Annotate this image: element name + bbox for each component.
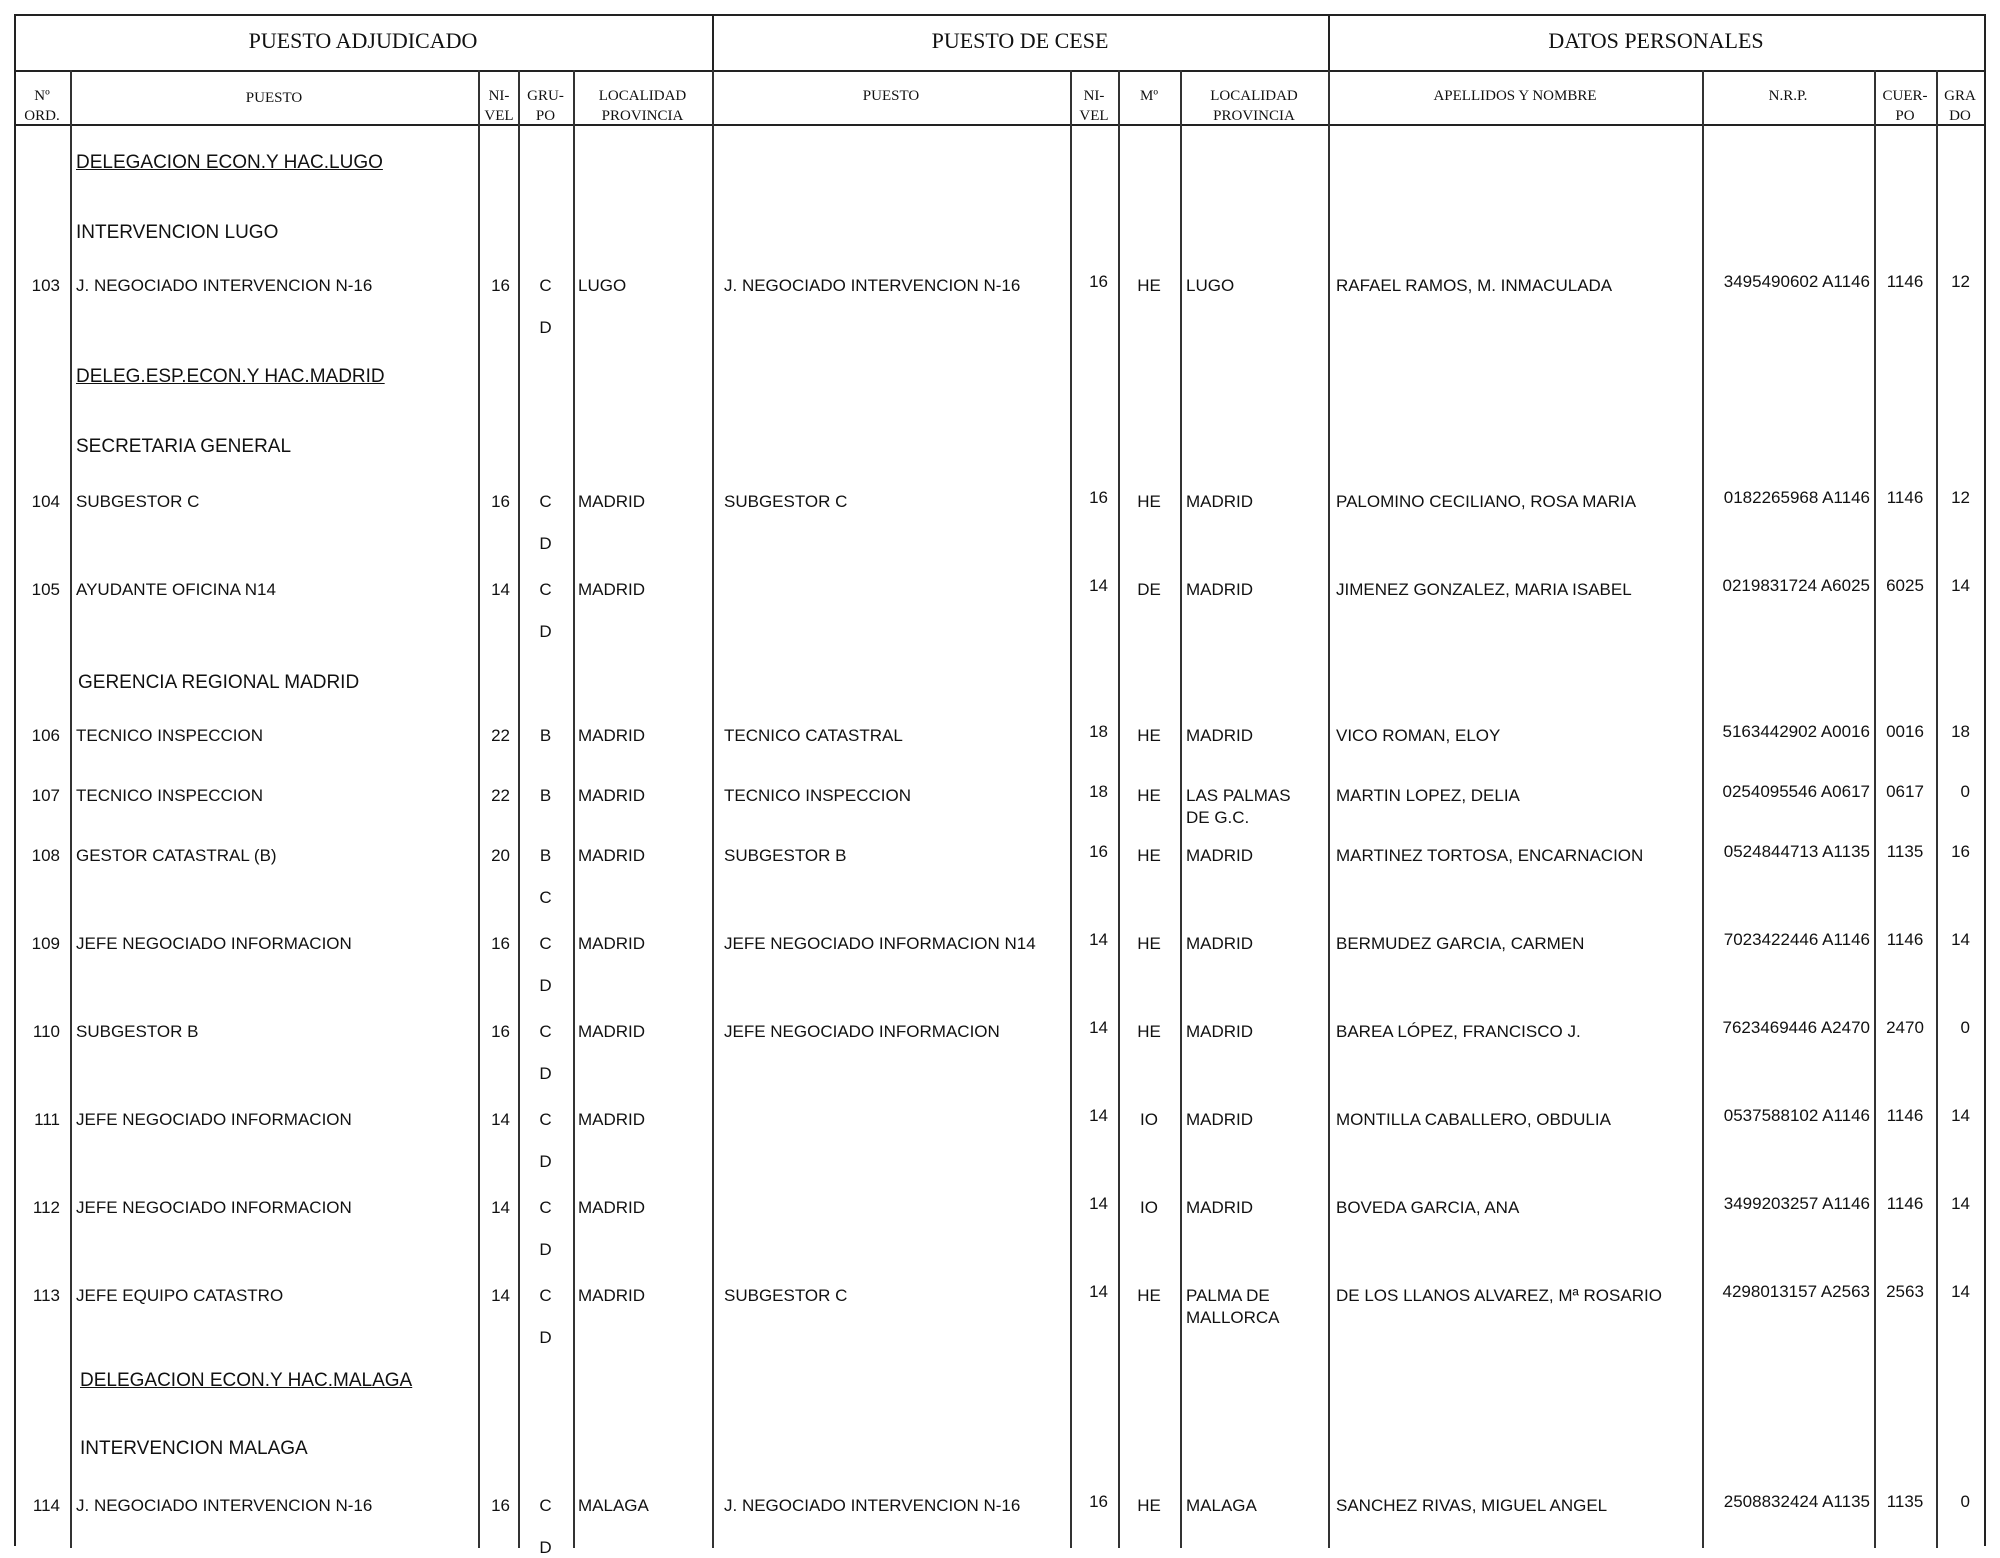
cell-nrp: 3499203257 A1146 [1723,1194,1870,1213]
cell-grupo1: C [539,934,552,953]
cell-nombre: RAFAEL RAMOS, M. INMACULADA [1336,276,1613,295]
cell-localidad: LUGO [578,276,627,295]
cell-ord: 114 [32,1496,60,1515]
cell-grupo2: D [539,1240,552,1259]
cell-puesto: J. NEGOCIADO INTERVENCION N-16 [76,276,373,295]
cell-puesto: TECNICO INSPECCION [76,786,264,805]
cell-localidad: MADRID [578,1110,646,1129]
colhead-grado-l1: GRA [1944,88,1976,104]
cell-loc-cese2: MALLORCA [1186,1308,1280,1327]
cell-ord: 106 [31,726,60,745]
cell-grupo1: B [539,726,552,745]
colhead-localidad [573,86,712,126]
cell-loc-cese1: MADRID [1186,1022,1254,1041]
cell-cuerpo: 6025 [1886,576,1924,595]
cell-puesto-cese: JEFE NEGOCIADO INFORMACION N14 [724,934,1036,953]
cell-nrp: 7023422446 A1146 [1723,930,1870,949]
cell-min: HE [1137,846,1161,865]
cell-grupo2: D [539,1538,552,1557]
cell-grupo2: D [539,976,552,995]
section-title-adjudicado: PUESTO ADJUDICADO [248,28,478,53]
unit-heading: SECRETARIA GENERAL [76,436,292,457]
colhead-cuerpo-l2: PO [1895,108,1915,124]
cell-grupo2: D [539,622,552,641]
colhead-nivel-cese [1070,86,1118,126]
cell-nombre: BAREA LÓPEZ, FRANCISCO J. [1336,1022,1581,1041]
col-line-grupo [573,70,575,1548]
col-line-localidad [712,70,714,1548]
col-line-cuerpo [1936,70,1938,1548]
cell-grupo1: C [539,1022,552,1041]
cell-ord: 108 [31,846,60,865]
colhead-puesto-cese: PUESTO [862,88,920,104]
cell-puesto: TECNICO INSPECCION [76,726,264,745]
cell-puesto: JEFE NEGOCIADO INFORMACION [76,1110,352,1129]
cell-grupo1: C [539,580,552,599]
cell-grado: 16 [1951,842,1970,861]
unit-heading: INTERVENCION LUGO [76,222,279,243]
cell-min: HE [1137,492,1161,511]
colhead-cuerpo [1874,86,1936,126]
cell-loc-cese1: PALMA DE [1186,1286,1270,1305]
cell-cuerpo: 1135 [1886,1492,1924,1511]
cell-grupo1: B [539,786,552,805]
cell-grado: 12 [1951,488,1970,507]
colhead-cuerpo-l1: CUER- [1882,88,1928,104]
cell-grado: 14 [1951,1194,1970,1213]
cell-min: HE [1137,276,1161,295]
unit-heading: GERENCIA REGIONAL MADRID [78,672,360,693]
cell-nrp: 0524844713 A1135 [1723,842,1870,861]
colhead-nrp: N.R.P. [1768,88,1808,104]
colhead-localidad-l2: PROVINCIA [601,108,684,124]
cell-loc-cese1: MADRID [1186,1110,1254,1129]
cell-localidad: MADRID [578,934,646,953]
cell-grado: 14 [1951,1106,1970,1125]
cell-nivel-cese: 16 [1089,842,1108,861]
cell-grupo1: C [539,1496,552,1515]
cell-nivel-cese: 14 [1089,1106,1108,1125]
cell-nombre: BOVEDA GARCIA, ANA [1336,1198,1520,1217]
cell-puesto-cese: TECNICO CATASTRAL [724,726,903,745]
section-heading: DELEGACION ECON.Y HAC.LUGO [76,152,383,173]
cell-nombre: MARTINEZ TORTOSA, ENCARNACION [1336,846,1644,865]
section-title-cese: PUESTO DE CESE [931,28,1109,53]
cell-cuerpo: 0016 [1886,722,1924,741]
section-title-datos: DATOS PERSONALES [1548,28,1764,53]
cell-loc-cese1: MADRID [1186,580,1254,599]
cell-puesto-cese: SUBGESTOR C [724,492,848,511]
cell-nrp: 5163442902 A0016 [1722,722,1870,741]
cell-grado: 12 [1951,272,1970,291]
colhead-apellidos: APELLIDOS Y NOMBRE [1433,88,1597,104]
cell-puesto-cese: J. NEGOCIADO INTERVENCION N-16 [724,1496,1021,1515]
cell-ord: 112 [32,1198,60,1217]
cell-nrp: 0182265968 A1146 [1723,488,1870,507]
cell-puesto-cese: J. NEGOCIADO INTERVENCION N-16 [724,276,1021,295]
cell-nivel-cese: 14 [1089,930,1108,949]
cell-min: IO [1140,1198,1158,1217]
cell-grupo1: C [539,276,552,295]
cell-nrp: 7623469446 A2470 [1722,1018,1870,1037]
cell-nivel: 16 [491,1022,510,1041]
cell-grado: 14 [1951,576,1970,595]
cell-nivel-cese: 14 [1089,1194,1108,1213]
cell-cuerpo: 1146 [1886,930,1924,949]
cell-nrp: 0219831724 A6025 [1722,576,1870,595]
colhead-nivel [478,86,520,126]
colhead-puesto: PUESTO [245,90,303,106]
cell-nivel-cese: 14 [1089,576,1108,595]
cell-min: HE [1137,1022,1161,1041]
colhead-ord [14,86,70,126]
cell-localidad: MADRID [578,786,646,805]
cell-puesto: JEFE NEGOCIADO INFORMACION [76,934,352,953]
cell-grado: 0 [1960,1492,1970,1511]
colhead-nivel-cese-l1: NI- [1083,88,1105,104]
cell-grupo1: C [539,1110,552,1129]
cell-nivel-cese: 18 [1089,722,1108,741]
cell-nivel: 16 [491,934,510,953]
cell-localidad: MADRID [578,1022,646,1041]
cell-ord: 105 [31,580,60,599]
cell-grupo1: C [539,1286,552,1305]
cell-nivel: 22 [491,726,510,745]
col-line-nombre [1702,70,1704,1548]
cell-localidad: MADRID [578,846,646,865]
cell-nrp: 2508832424 A1135 [1723,1492,1870,1511]
cell-cuerpo: 1146 [1886,488,1924,507]
cell-grupo2: C [539,888,552,907]
colhead-localidad-l1: LOCALIDAD [598,88,687,104]
cell-cuerpo: 2470 [1886,1018,1924,1037]
cell-min: HE [1137,786,1161,805]
cell-loc-cese1: MADRID [1186,1198,1254,1217]
cell-puesto-cese: SUBGESTOR B [724,846,847,865]
colhead-ord-l2: ORD. [24,108,60,124]
cell-grado: 18 [1951,722,1970,741]
colhead-ministerio: Mº [1140,88,1158,104]
cell-nivel: 14 [491,1110,510,1129]
cell-nombre: MONTILLA CABALLERO, OBDULIA [1336,1110,1611,1129]
cell-min: HE [1137,726,1161,745]
cell-localidad: MALAGA [578,1496,649,1515]
cell-puesto: SUBGESTOR C [76,492,200,511]
cell-ord: 109 [31,934,60,953]
cell-nombre: BERMUDEZ GARCIA, CARMEN [1336,934,1585,953]
colhead-grupo [518,86,573,126]
col-line-ord [70,70,72,1548]
cell-loc-cese1: MADRID [1186,726,1254,745]
cell-nivel: 22 [491,786,510,805]
cell-nrp: 0537588102 A1146 [1723,1106,1870,1125]
cell-ord: 110 [32,1022,60,1041]
colhead-grado-l2: DO [1949,108,1971,124]
cell-puesto-cese: TECNICO INSPECCION [724,786,912,805]
colhead-grupo-l2: PO [535,108,556,124]
cell-cuerpo: 1135 [1886,842,1924,861]
cell-ord: 103 [31,276,60,295]
cell-puesto: SUBGESTOR B [76,1022,199,1041]
cell-grado: 0 [1960,1018,1970,1037]
cell-grado: 14 [1951,930,1970,949]
colhead-grupo-l1: GRU- [527,88,564,104]
cell-grupo2: D [539,1328,552,1347]
cell-nrp: 4298013157 A2563 [1722,1282,1870,1301]
colhead-nivel-cese-l2: VEL [1079,108,1109,124]
colhead-localidad-cese [1180,86,1328,126]
cell-ord: 104 [31,492,60,511]
cell-grupo1: C [539,492,552,511]
cell-nivel: 16 [491,492,510,511]
col-line-nrp [1874,70,1876,1548]
cell-localidad: MADRID [578,1286,646,1305]
cell-loc-cese1: MALAGA [1186,1496,1257,1515]
cell-nrp: 0254095546 A0617 [1722,782,1870,801]
cell-grupo2: D [539,534,552,553]
section-heading: DELEG.ESP.ECON.Y HAC.MADRID [76,366,385,387]
cell-grupo1: C [539,1198,552,1217]
cell-nivel-cese: 18 [1089,782,1108,801]
cell-puesto-cese: JEFE NEGOCIADO INFORMACION [724,1022,1000,1041]
cell-nivel: 14 [491,580,510,599]
cell-cuerpo: 0617 [1886,782,1924,801]
cell-loc-cese1: MADRID [1186,846,1254,865]
cell-min: IO [1140,1110,1158,1129]
colhead-localidad-cese-l2: PROVINCIA [1213,108,1295,124]
colhead-grado [1936,86,1984,126]
cell-nivel: 16 [491,276,510,295]
cell-puesto: JEFE EQUIPO CATASTRO [76,1286,284,1305]
cell-min: HE [1137,934,1161,953]
cell-nivel-cese: 16 [1089,488,1108,507]
cell-localidad: MADRID [578,1198,646,1217]
cell-puesto-cese: SUBGESTOR C [724,1286,848,1305]
cell-loc-cese1: LAS PALMAS [1186,786,1291,805]
cell-cuerpo: 1146 [1886,272,1924,291]
colhead-localidad-cese-l1: LOCALIDAD [1210,88,1298,104]
cell-nivel-cese: 14 [1089,1282,1108,1301]
cell-nivel-cese: 14 [1089,1018,1108,1037]
table-frame [14,14,1986,1546]
cell-localidad: MADRID [578,580,646,599]
cell-localidad: MADRID [578,726,646,745]
cell-grupo2: D [539,1152,552,1171]
cell-loc-cese1: MADRID [1186,934,1254,953]
cell-loc-cese1: MADRID [1186,492,1254,511]
cell-grupo2: D [539,1064,552,1083]
cell-nombre: JIMENEZ GONZALEZ, MARIA ISABEL [1336,580,1632,599]
col-line-min [1180,70,1182,1548]
cell-min: HE [1137,1286,1161,1305]
cell-localidad: MADRID [578,492,646,511]
cell-ord: 107 [31,786,60,805]
cell-nombre: MARTIN LOPEZ, DELIA [1336,786,1520,805]
cell-loc-cese1: LUGO [1186,276,1235,295]
cell-ord: 113 [32,1286,60,1305]
unit-heading: INTERVENCION MALAGA [80,1438,308,1459]
cell-puesto: AYUDANTE OFICINA N14 [76,580,276,599]
cell-nombre: PALOMINO CECILIANO, ROSA MARIA [1336,492,1637,511]
colhead-ord-l1: Nº [34,88,50,104]
cell-puesto: GESTOR CATASTRAL (B) [76,846,277,865]
colhead-nivel-l2: VEL [484,108,514,124]
cell-nrp: 3495490602 A1146 [1723,272,1870,291]
cell-ord: 111 [34,1110,60,1129]
cell-nivel-cese: 16 [1089,272,1108,291]
cell-grupo1: B [539,846,552,865]
colhead-divider [14,124,1984,126]
cell-nivel-cese: 16 [1089,1492,1108,1511]
cell-nivel: 14 [491,1286,510,1305]
cell-nivel: 16 [491,1496,510,1515]
cell-cuerpo: 2563 [1886,1282,1924,1301]
col-line-loc-cese [1328,70,1330,1548]
cell-grupo2: D [539,318,552,337]
cell-nivel: 20 [491,846,510,865]
section-heading: DELEGACION ECON.Y HAC.MALAGA [80,1370,413,1391]
cell-cuerpo: 1146 [1886,1106,1924,1125]
cell-nombre: VICO ROMAN, ELOY [1336,726,1501,745]
cell-nombre: DE LOS LLANOS ALVAREZ, Mª ROSARIO [1336,1286,1662,1305]
cell-cuerpo: 1146 [1886,1194,1924,1213]
cell-grado: 0 [1960,782,1970,801]
header-divider [14,70,1984,72]
cell-nivel: 14 [491,1198,510,1217]
cell-nombre: SANCHEZ RIVAS, MIGUEL ANGEL [1336,1496,1608,1515]
cell-puesto: JEFE NEGOCIADO INFORMACION [76,1198,352,1217]
cell-min: HE [1137,1496,1161,1515]
cell-grado: 14 [1951,1282,1970,1301]
colhead-nivel-l1: NI- [488,88,510,104]
cell-loc-cese2: DE G.C. [1186,808,1250,827]
cell-min: DE [1137,580,1161,599]
cell-puesto: J. NEGOCIADO INTERVENCION N-16 [76,1496,373,1515]
